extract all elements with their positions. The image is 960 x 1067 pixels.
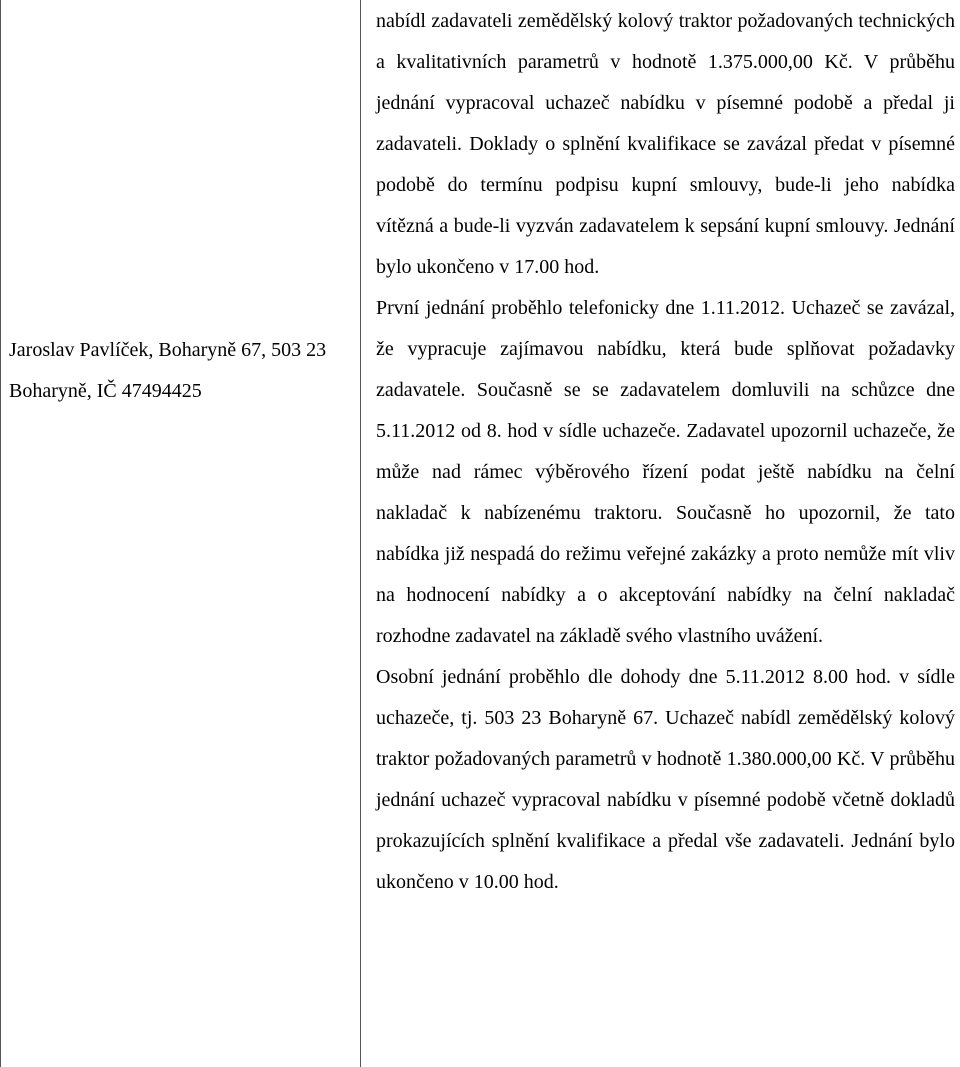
paragraph-first-negotiation: První jednání proběhlo telefonicky dne 1.11.2012. Uchazeč se zavázal, že vypracuje zajímavou nabídku, která bude splňovat požadavky zadavatele. Současně se se zadavatelem domluvili na schůzce dne 5.11.2012 od 8. hod v sídle uchazeče. Zadavatel upozornil uchazeče, že může nad rámec výběrového řízení podat ještě nabídku na čelní nakladač k nabízenému traktoru. Současně ho upozornil, že tato nabídka již nespadá do režimu veřejné zakázky a proto nemůže mít vliv na hodnocení nabídky a o akceptování nabídky na čelní nakladač rozhodne zadavatel na základě svého vlastního uvážení. [376, 297, 955, 647]
negotiation-record [376, 1, 955, 903]
table-cell-right [361, 0, 960, 1067]
paragraph-previous-offer: nabídl zadavateli zemědělský kolový traktor požadovaných technických a kvalitativních parametrů v hodnotě 1.375.000,00 Kč. V průběhu jednání vypracoval uchazeč nabídku v písemné podobě a předal ji zadavateli. Doklady o splnění kvalifikace se zavázal předat v písemné podobě do termínu podpisu kupní smlouvy, bude-li jeho nabídka vítězná a bude-li vyzván zadavatelem k sepsání kupní smlouvy. Jednání bylo ukončeno v 17.00 hod. [376, 10, 955, 278]
table-cell-left [0, 0, 361, 1067]
paragraph-personal-negotiation: Osobní jednání proběhlo dle dohody dne 5.11.2012 8.00 hod. v sídle uchazeče, tj. 503 23 Boharyně 67. Uchazeč nabídl zemědělský kolový traktor požadovaných parametrů v hodnotě 1.380.000,00 Kč. V průběhu jednání uchazeč vypracoval nabídku v písemné podobě včetně dokladů prokazujících splnění kvalifikace a předal vše zadavateli. Jednání bylo ukončeno v 10.00 hod. [376, 666, 955, 893]
bidder-identification: Jaroslav Pavlíček, Boharyně 67, 503 23 Boharyně, IČ 47494425 [9, 339, 327, 402]
